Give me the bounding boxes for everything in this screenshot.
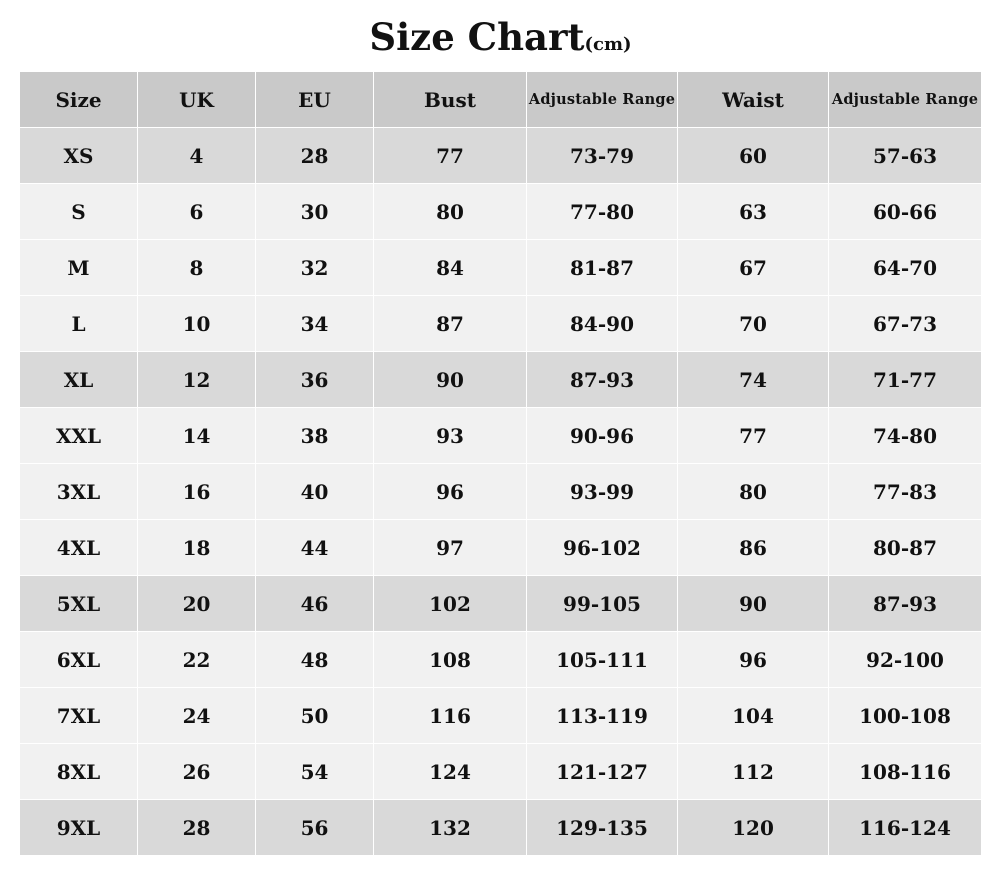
cell-bust: 87 xyxy=(374,296,527,352)
cell-waist-range: 57-63 xyxy=(829,128,982,184)
cell-size: XXL xyxy=(20,408,138,464)
cell-eu: 56 xyxy=(256,800,374,856)
cell-bust: 84 xyxy=(374,240,527,296)
cell-uk: 16 xyxy=(138,464,256,520)
cell-uk: 18 xyxy=(138,520,256,576)
table-row xyxy=(20,576,982,632)
header-waist: Waist xyxy=(678,72,829,128)
cell-waist: 60 xyxy=(678,128,829,184)
cell-bust-range: 113-119 xyxy=(527,688,678,744)
cell-bust: 77 xyxy=(374,128,527,184)
cell-bust: 80 xyxy=(374,184,527,240)
header-eu: EU xyxy=(256,72,374,128)
cell-uk: 22 xyxy=(138,632,256,688)
cell-size: L xyxy=(20,296,138,352)
cell-eu: 28 xyxy=(256,128,374,184)
cell-bust-range: 93-99 xyxy=(527,464,678,520)
cell-bust: 90 xyxy=(374,352,527,408)
cell-bust-range: 90-96 xyxy=(527,408,678,464)
table-row xyxy=(20,464,982,520)
cell-eu: 54 xyxy=(256,744,374,800)
cell-uk: 14 xyxy=(138,408,256,464)
cell-size: XL xyxy=(20,352,138,408)
cell-bust-range: 84-90 xyxy=(527,296,678,352)
cell-eu: 46 xyxy=(256,576,374,632)
cell-waist-range: 74-80 xyxy=(829,408,982,464)
cell-bust: 102 xyxy=(374,576,527,632)
cell-eu: 48 xyxy=(256,632,374,688)
cell-uk: 26 xyxy=(138,744,256,800)
cell-waist-range: 87-93 xyxy=(829,576,982,632)
cell-waist-range: 60-66 xyxy=(829,184,982,240)
cell-eu: 32 xyxy=(256,240,374,296)
cell-waist: 67 xyxy=(678,240,829,296)
cell-waist: 74 xyxy=(678,352,829,408)
table-row xyxy=(20,632,982,688)
cell-waist: 80 xyxy=(678,464,829,520)
cell-waist-range: 80-87 xyxy=(829,520,982,576)
cell-waist: 96 xyxy=(678,632,829,688)
header-uk: UK xyxy=(138,72,256,128)
table-row xyxy=(20,688,982,744)
cell-uk: 20 xyxy=(138,576,256,632)
header-bust: Bust xyxy=(374,72,527,128)
cell-waist-range: 71-77 xyxy=(829,352,982,408)
cell-waist-range: 108-116 xyxy=(829,744,982,800)
cell-waist: 120 xyxy=(678,800,829,856)
cell-bust-range: 77-80 xyxy=(527,184,678,240)
cell-waist-range: 100-108 xyxy=(829,688,982,744)
cell-bust: 132 xyxy=(374,800,527,856)
cell-waist-range: 116-124 xyxy=(829,800,982,856)
cell-uk: 4 xyxy=(138,128,256,184)
cell-eu: 50 xyxy=(256,688,374,744)
table-row xyxy=(20,744,982,800)
cell-bust: 124 xyxy=(374,744,527,800)
cell-bust: 93 xyxy=(374,408,527,464)
table-row xyxy=(20,800,982,856)
cell-bust-range: 81-87 xyxy=(527,240,678,296)
cell-uk: 24 xyxy=(138,688,256,744)
cell-waist-range: 64-70 xyxy=(829,240,982,296)
cell-uk: 8 xyxy=(138,240,256,296)
cell-size: XS xyxy=(20,128,138,184)
cell-size: 5XL xyxy=(20,576,138,632)
cell-waist-range: 92-100 xyxy=(829,632,982,688)
header-bust-adjustable-range: Adjustable Range xyxy=(527,72,678,128)
table-row xyxy=(20,296,982,352)
cell-bust-range: 105-111 xyxy=(527,632,678,688)
cell-waist-range: 67-73 xyxy=(829,296,982,352)
cell-uk: 28 xyxy=(138,800,256,856)
cell-waist: 112 xyxy=(678,744,829,800)
cell-waist: 86 xyxy=(678,520,829,576)
cell-waist: 70 xyxy=(678,296,829,352)
cell-bust: 97 xyxy=(374,520,527,576)
cell-bust-range: 87-93 xyxy=(527,352,678,408)
cell-bust-range: 96-102 xyxy=(527,520,678,576)
header-row xyxy=(20,72,982,128)
title-text: Size Chart xyxy=(369,15,585,59)
cell-bust-range: 99-105 xyxy=(527,576,678,632)
cell-size: 4XL xyxy=(20,520,138,576)
table-row xyxy=(20,520,982,576)
cell-size: 9XL xyxy=(20,800,138,856)
cell-size: 3XL xyxy=(20,464,138,520)
table-row xyxy=(20,408,982,464)
header-waist-adjustable-range: Adjustable Range xyxy=(829,72,982,128)
cell-eu: 34 xyxy=(256,296,374,352)
cell-waist-range: 77-83 xyxy=(829,464,982,520)
cell-bust-range: 73-79 xyxy=(527,128,678,184)
cell-bust: 96 xyxy=(374,464,527,520)
cell-size: M xyxy=(20,240,138,296)
cell-uk: 6 xyxy=(138,184,256,240)
table-row xyxy=(20,184,982,240)
cell-uk: 12 xyxy=(138,352,256,408)
cell-bust-range: 121-127 xyxy=(527,744,678,800)
cell-uk: 10 xyxy=(138,296,256,352)
size-chart-table xyxy=(19,71,982,856)
page-title xyxy=(0,12,1001,70)
table-row xyxy=(20,128,982,184)
cell-eu: 36 xyxy=(256,352,374,408)
cell-size: 6XL xyxy=(20,632,138,688)
cell-eu: 40 xyxy=(256,464,374,520)
cell-waist: 90 xyxy=(678,576,829,632)
cell-size: 7XL xyxy=(20,688,138,744)
header-size: Size xyxy=(20,72,138,128)
cell-eu: 44 xyxy=(256,520,374,576)
title-unit: (cm) xyxy=(584,34,632,55)
cell-size: S xyxy=(20,184,138,240)
cell-waist: 104 xyxy=(678,688,829,744)
cell-eu: 38 xyxy=(256,408,374,464)
cell-bust-range: 129-135 xyxy=(527,800,678,856)
table-row xyxy=(20,352,982,408)
cell-eu: 30 xyxy=(256,184,374,240)
cell-bust: 108 xyxy=(374,632,527,688)
cell-waist: 63 xyxy=(678,184,829,240)
cell-bust: 116 xyxy=(374,688,527,744)
cell-waist: 77 xyxy=(678,408,829,464)
table-row xyxy=(20,240,982,296)
cell-size: 8XL xyxy=(20,744,138,800)
